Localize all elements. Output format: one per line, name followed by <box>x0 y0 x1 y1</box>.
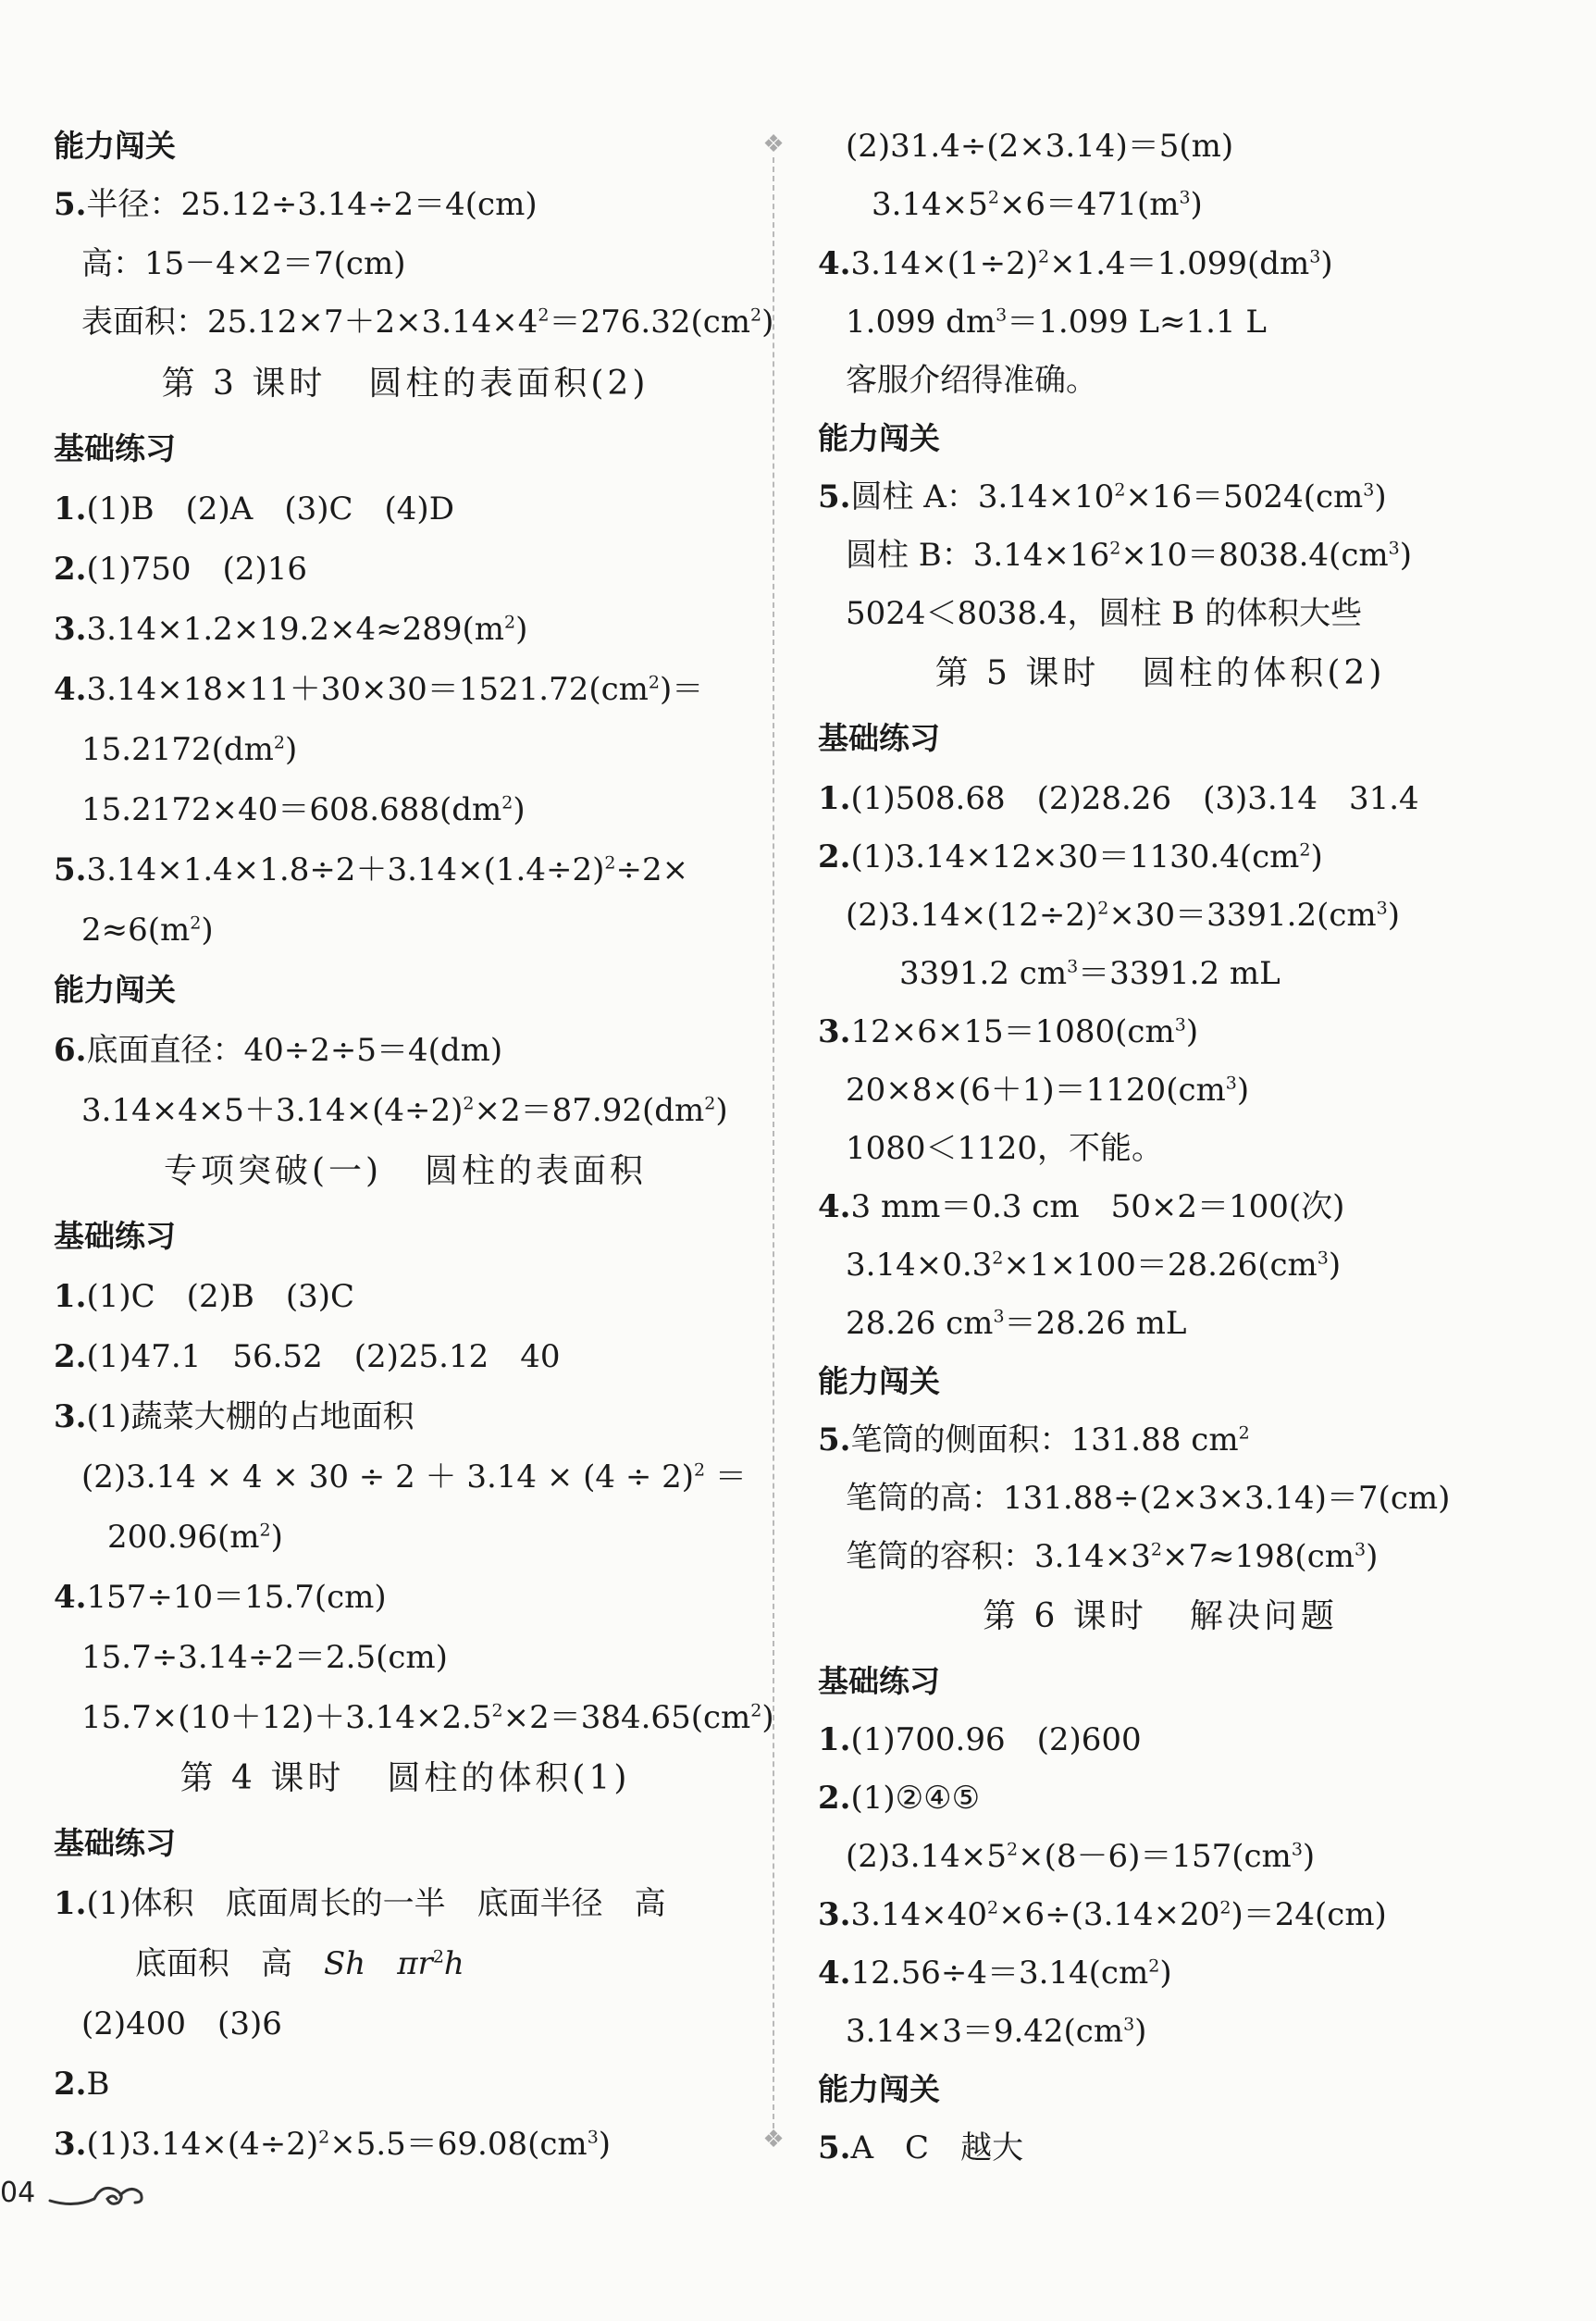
answer-line: 1.099 $dm^3=1.099$ L≈1.1 L <box>846 304 1267 341</box>
answer-line: 客服介绍得准确。 <box>846 362 1097 399</box>
answer-line: $3.3.14\times 40^2\times 6\div(3.14\times 20^2)=24(cm)$ <box>818 1896 1387 1933</box>
lesson-title: 第 5 课时 圆柱的体积(2) <box>934 654 1386 692</box>
answer-line: $(2)3.14\times(12\div 2)^2\times 30=3391.2(cm^3)$ <box>846 897 1400 934</box>
lesson-title: 专项突破(一) 圆柱的表面积 <box>163 1152 648 1190</box>
section-heading: 能力闯关 <box>818 420 940 456</box>
section-heading: 能力闯关 <box>54 128 176 164</box>
column-divider <box>773 157 774 2138</box>
divider-ornament-icon: ❖ <box>762 130 785 158</box>
page-number: 04 <box>0 2177 36 2209</box>
answer-line: $4.3.14\times(1\div 2)^2\times 1.4=1.099(dm^3)$ <box>818 245 1333 282</box>
answer-line: $3.14\times 3=9.42(cm^3)$ <box>846 2013 1147 2050</box>
answer-line: 1.(1)体积 底面周长的一半 底面半径 高 <box>54 1885 666 1922</box>
answer-line: 2.(1)750 (2)16 <box>54 551 307 588</box>
section-heading: 能力闯关 <box>54 972 176 1008</box>
answer-line: 高：15－4×2＝7(cm) <box>81 245 406 282</box>
answer-line: $200.96(m^2)$ <box>107 1519 283 1556</box>
answer-line: 6.底面直径：40÷2÷5＝4(dm) <box>54 1032 503 1069</box>
answer-line: $3.12\times 6\times 15=1080(cm^3)$ <box>818 1013 1199 1050</box>
section-heading: 基础练习 <box>54 1825 176 1861</box>
answer-line: 2.(1)②④⑤ <box>818 1780 981 1817</box>
answer-line: 3.(1)蔬菜大棚的占地面积 <box>54 1398 414 1435</box>
cloud-ornament-icon <box>46 2177 148 2214</box>
answer-line: 1080＜1120，不能。 <box>846 1130 1164 1167</box>
answer-line: 5.圆柱 A：$3.14\times 10^2\times 16=5024(cm^3)$ <box>818 478 1387 515</box>
answer-line: 5.笔筒的侧面积：131.88 $cm^2$ <box>818 1421 1250 1458</box>
answer-line: 3391.2 $cm^3=3391.2$ mL <box>899 955 1281 992</box>
divider-ornament-icon: ❖ <box>762 2126 785 2153</box>
section-heading: 基础练习 <box>54 1218 176 1254</box>
answer-line: $4.12.56\div 4=3.14(cm^2)$ <box>818 1955 1172 1992</box>
answer-line: (2)31.4÷(2×3.14)＝5(m) <box>846 128 1234 165</box>
answer-line: $5.3.14\times 1.4\times 1.8\div 2+3.14\times(1.4\div 2)^2\div 2\times$ <box>54 851 689 888</box>
answer-line: $15.2172(dm^2)$ <box>81 731 298 768</box>
answer-line: $(2)3.14 \times 4 \times 30 \div 2 + 3.14 \times (4 \div 2)^2$ ＝ <box>81 1458 747 1496</box>
answer-line: 15.7÷3.14÷2＝2.5(cm) <box>81 1639 448 1676</box>
answer-line: 4.3 mm＝0.3 cm 50×2＝100(次) <box>818 1188 1345 1225</box>
answer-line: 5024＜8038.4，圆柱 B 的体积大些 <box>846 595 1363 632</box>
answer-line: 28.26 $cm^3=28.26$ mL <box>846 1305 1187 1342</box>
lesson-title: 第 4 课时 圆柱的体积(1) <box>179 1759 631 1797</box>
section-heading: 基础练习 <box>818 720 940 756</box>
answer-line: $15.2172\times 40=608.688(dm^2)$ <box>81 791 526 828</box>
answer-line: $2\approx 6(m^2)$ <box>81 912 214 949</box>
answer-line: $3.3.14\times 1.2\times 19.2\times 4\approx 289(m^2)$ <box>54 611 528 648</box>
section-heading: 基础练习 <box>54 430 176 466</box>
lesson-title: 第 6 课时 解决问题 <box>983 1597 1338 1635</box>
answer-line: 2.B <box>54 2066 110 2103</box>
answer-line: 1.(1)C (2)B (3)C <box>54 1278 354 1315</box>
answer-line: 底面积 高 Sh $\pi r^2h$ <box>135 1945 464 1982</box>
answer-line: $2.(1)3.14\times 12\times 30=1130.4(cm^2)$ <box>818 838 1323 875</box>
answer-line: 表面积：$25.12\times 7+2\times 3.14\times 4^2=276.32(cm^2)$ <box>81 304 774 341</box>
section-heading: 能力闯关 <box>818 1363 940 1399</box>
answer-line: 2.(1)47.1 56.52 (2)25.12 40 <box>54 1338 561 1375</box>
answer-line: $4.3.14\times 18\times 11+30\times 30=1521.72(cm^2)=$ <box>54 671 704 708</box>
answer-line: $15.7\times(10+12)+3.14\times 2.5^2\times 2=384.65(cm^2)$ <box>81 1699 774 1736</box>
section-heading: 基础练习 <box>818 1663 940 1699</box>
answer-line: $(2)3.14\times 5^2\times(8-6)=157(cm^3)$ <box>846 1838 1316 1875</box>
answer-line: 1.(1)508.68 (2)28.26 (3)3.14 31.4 <box>818 780 1419 817</box>
answer-line: $3.(1)3.14\times(4\div 2)^2\times 5.5=69.08(cm^3)$ <box>54 2126 612 2163</box>
section-heading: 能力闯关 <box>818 2071 940 2107</box>
answer-line: $3.14\times 5^2\times 6=471(m^3)$ <box>872 186 1203 223</box>
answer-line: $20\times 8\times(6+1)=1120(cm^3)$ <box>846 1072 1250 1109</box>
answer-line: 5.A C 越大 <box>818 2129 1024 2166</box>
answer-line: $3.14\times 4\times 5+3.14\times(4\div 2)^2\times 2=87.92(dm^2)$ <box>81 1092 728 1129</box>
answer-line: 圆柱 B：$3.14\times 16^2\times 10=8038.4(cm^3)$ <box>846 537 1412 574</box>
lesson-title: 第 3 课时 圆柱的表面积(2) <box>161 365 650 403</box>
answer-line: 笔筒的高：131.88÷(2×3×3.14)＝7(cm) <box>846 1480 1451 1517</box>
answer-line: 1.(1)B (2)A (3)C (4)D <box>54 490 454 528</box>
answer-line: $3.14\times 0.3^2\times 1\times 100=28.26(cm^3)$ <box>846 1247 1342 1284</box>
answer-line: 笔筒的容积：$3.14\times 3^2\times 7\approx 198(cm^3)$ <box>846 1538 1379 1575</box>
answer-line: (2)400 (3)6 <box>81 2005 282 2042</box>
answer-line: 5.半径：25.12÷3.14÷2＝4(cm) <box>54 186 538 223</box>
answer-line: 4.157÷10＝15.7(cm) <box>54 1579 387 1616</box>
answer-line: 1.(1)700.96 (2)600 <box>818 1721 1142 1758</box>
